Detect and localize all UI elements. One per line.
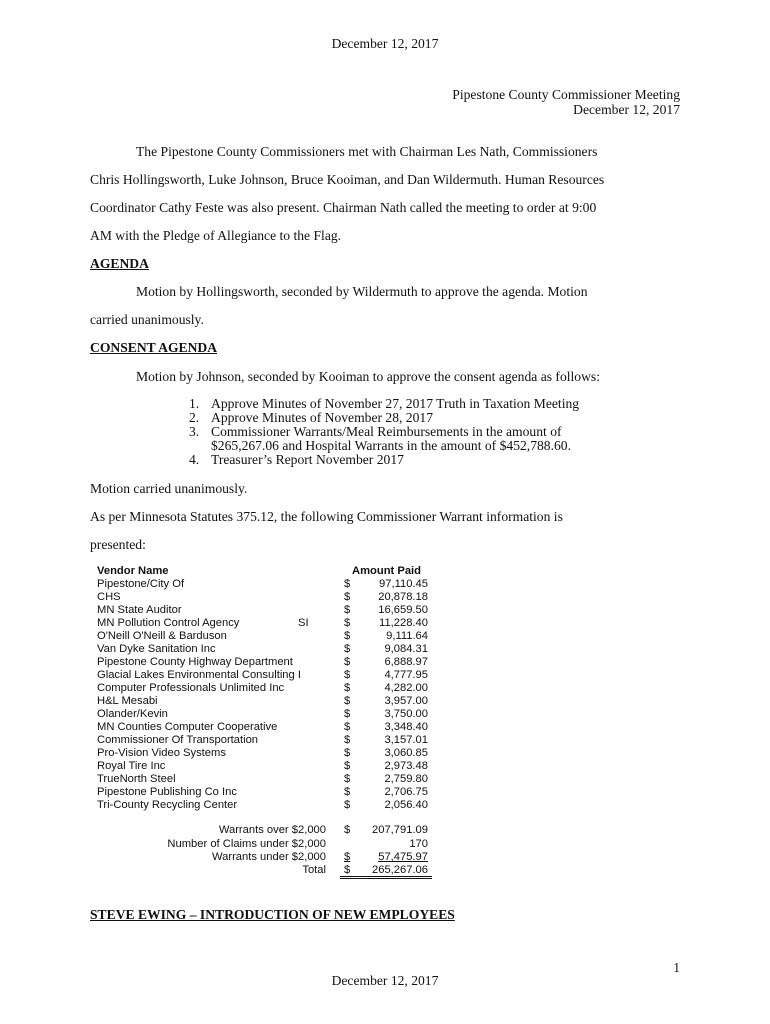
currency-symbol: $ — [344, 734, 351, 746]
amount-paid: 3,750.00 — [384, 708, 428, 720]
vendor-row — [97, 734, 432, 747]
amount-paid: 2,056.40 — [384, 799, 428, 811]
consent-item-num-3: 3. — [189, 424, 200, 439]
vendor-row — [97, 643, 432, 656]
consent-item-2: Approve Minutes of November 28, 2017 — [211, 410, 433, 425]
vendor-note: SI — [298, 617, 309, 629]
currency-symbol: $ — [344, 669, 351, 681]
total-double-underline — [340, 876, 432, 879]
vendor-name: MN Counties Computer Cooperative — [97, 721, 278, 733]
amount-paid: 3,348.40 — [384, 721, 428, 733]
vendor-name: MN State Auditor — [97, 604, 182, 616]
consent-motion: Motion by Johnson, seconded by Kooiman to approve the consent agenda as follows: — [136, 369, 600, 384]
vendor-name: Olander/Kevin — [97, 708, 168, 720]
totals-row — [97, 851, 432, 864]
amount-paid: 3,060.85 — [384, 747, 428, 759]
intro-line-1: The Pipestone County Commissioners met with Chairman Les Nath, Commissioners — [136, 144, 598, 159]
vendor-row — [97, 630, 432, 643]
meeting-date: December 12, 2017 — [573, 102, 680, 117]
currency-symbol: $ — [344, 721, 351, 733]
vendor-row — [97, 760, 432, 773]
currency-symbol: $ — [344, 591, 351, 603]
vendor-name: Van Dyke Sanitation Inc — [97, 643, 216, 655]
totals-label: Number of Claims under $2,000 — [167, 838, 326, 850]
vendor-name: Pro-Vision Video Systems — [97, 747, 226, 759]
currency-symbol: $ — [344, 617, 351, 629]
consent-item-1: Approve Minutes of November 27, 2017 Truth in Taxation Meeting — [211, 396, 580, 411]
vendor-name: Pipestone/City Of — [97, 578, 185, 590]
vendor-row — [97, 721, 432, 734]
currency-symbol: $ — [344, 682, 351, 694]
vendor-name-header: Vendor Name — [97, 565, 169, 577]
agenda-motion-line-2: carried unanimously. — [90, 312, 204, 327]
page-header-date: December 12, 2017 — [331, 36, 439, 51]
statute-line-1: As per Minnesota Statutes 375.12, the following Commissioner Warrant information is — [90, 509, 563, 524]
totals-amount: 170 — [409, 838, 428, 850]
totals-label: Total — [302, 864, 326, 876]
amount-paid: 3,957.00 — [384, 695, 428, 707]
vendor-name: Commissioner Of Transportation — [97, 734, 259, 746]
amount-paid: 4,777.95 — [384, 669, 428, 681]
page-footer-date: December 12, 2017 — [331, 973, 439, 988]
intro-line-4: AM with the Pledge of Allegiance to the Flag. — [90, 228, 342, 243]
totals-label: Warrants over $2,000 — [218, 824, 326, 836]
vendor-name: Pipestone Publishing Co Inc — [97, 786, 237, 798]
currency-symbol: $ — [344, 656, 351, 668]
amount-paid: 4,282.00 — [384, 682, 428, 694]
consent-item-num-2: 2. — [189, 410, 200, 425]
consent-item-3: Commissioner Warrants/Meal Reimbursements in the amount of — [211, 424, 562, 439]
meeting-title: Pipestone County Commissioner Meeting — [452, 87, 680, 102]
agenda-heading: AGENDA — [90, 256, 149, 271]
vendor-name: CHS — [97, 591, 121, 603]
currency-symbol: $ — [344, 643, 351, 655]
intro-line-2: Chris Hollingsworth, Luke Johnson, Bruce Kooiman, and Dan Wildermuth. Human Resources — [90, 172, 605, 187]
amount-paid: 16,659.50 — [378, 604, 428, 616]
currency-symbol: $ — [344, 760, 351, 772]
vendor-row — [97, 656, 432, 669]
currency-symbol: $ — [344, 851, 351, 863]
amount-paid-header: Amount Paid — [352, 565, 421, 577]
totals-row — [97, 824, 432, 837]
consent-item-num-1: 1. — [189, 396, 200, 411]
vendor-row — [97, 591, 432, 604]
vendor-row — [97, 773, 432, 786]
currency-symbol: $ — [344, 747, 351, 759]
currency-symbol: $ — [344, 824, 351, 836]
totals-row — [97, 864, 432, 877]
vendor-name: Glacial Lakes Environmental Consulting I — [97, 669, 301, 681]
amount-paid: 97,110.45 — [379, 578, 428, 590]
vendor-name: TrueNorth Steel — [97, 773, 176, 785]
amount-paid: 20,878.18 — [378, 591, 428, 603]
vendor-row — [97, 617, 432, 630]
vendor-name: Computer Professionals Unlimited Inc — [97, 682, 285, 694]
vendor-name: Tri-County Recycling Center — [97, 799, 238, 811]
currency-symbol: $ — [344, 708, 351, 720]
consent-item-4: Treasurer’s Report November 2017 — [211, 452, 404, 467]
consent-result: Motion carried unanimously. — [90, 481, 248, 496]
totals-amount: 265,267.06 — [372, 864, 428, 876]
currency-symbol: $ — [344, 695, 351, 707]
currency-symbol: $ — [344, 773, 351, 785]
totals-row — [97, 838, 432, 851]
totals-label: Warrants under $2,000 — [211, 851, 326, 863]
vendor-name: H&L Mesabi — [97, 695, 158, 707]
intro-line-3: Coordinator Cathy Feste was also present. Chairman Nath called the meeting to order at 9:00 — [90, 200, 597, 215]
amount-paid: 2,973.48 — [384, 760, 428, 772]
consent-item-3-cont: $265,267.06 and Hospital Warrants in the amount of $452,788.60. — [211, 438, 571, 453]
vendor-name: O'Neill O'Neill & Barduson — [97, 630, 227, 642]
vendor-row — [97, 786, 432, 799]
vendor-name: MN Pollution Control Agency — [97, 617, 240, 629]
vendor-name: Pipestone County Highway Department — [97, 656, 293, 668]
vendor-row — [97, 747, 432, 760]
statute-line-2: presented: — [90, 537, 146, 552]
vendor-row — [97, 604, 432, 617]
currency-symbol: $ — [344, 864, 351, 876]
amount-paid: 9,084.31 — [384, 643, 428, 655]
vendor-row — [97, 682, 432, 695]
vendor-row — [97, 669, 432, 682]
amount-paid: 2,759.80 — [384, 773, 428, 785]
section-heading-steve-ewing: STEVE EWING – INTRODUCTION OF NEW EMPLOYEES — [90, 907, 455, 922]
vendor-name: Royal Tire Inc — [97, 760, 166, 772]
currency-symbol: $ — [344, 604, 351, 616]
amount-paid: 11,228.40 — [379, 617, 428, 629]
amount-paid: 3,157.01 — [384, 734, 428, 746]
currency-symbol: $ — [344, 578, 351, 590]
agenda-motion-line-1: Motion by Hollingsworth, seconded by Wildermuth to approve the agenda. Motion — [136, 284, 588, 299]
vendor-row — [97, 578, 432, 591]
vendor-row — [97, 695, 432, 708]
amount-paid: 9,111.64 — [386, 630, 428, 642]
currency-symbol: $ — [344, 786, 351, 798]
amount-paid: 6,888.97 — [384, 656, 428, 668]
currency-symbol: $ — [344, 630, 351, 642]
totals-amount: 57,475.97 — [378, 851, 428, 863]
currency-symbol: $ — [344, 799, 351, 811]
vendor-row — [97, 708, 432, 721]
consent-item-num-4: 4. — [189, 452, 200, 467]
amount-paid: 2,706.75 — [384, 786, 428, 798]
totals-amount: 207,791.09 — [372, 824, 428, 836]
page-number: 1 — [673, 960, 680, 975]
consent-agenda-heading: CONSENT AGENDA — [90, 340, 218, 355]
vendor-row — [97, 799, 432, 812]
